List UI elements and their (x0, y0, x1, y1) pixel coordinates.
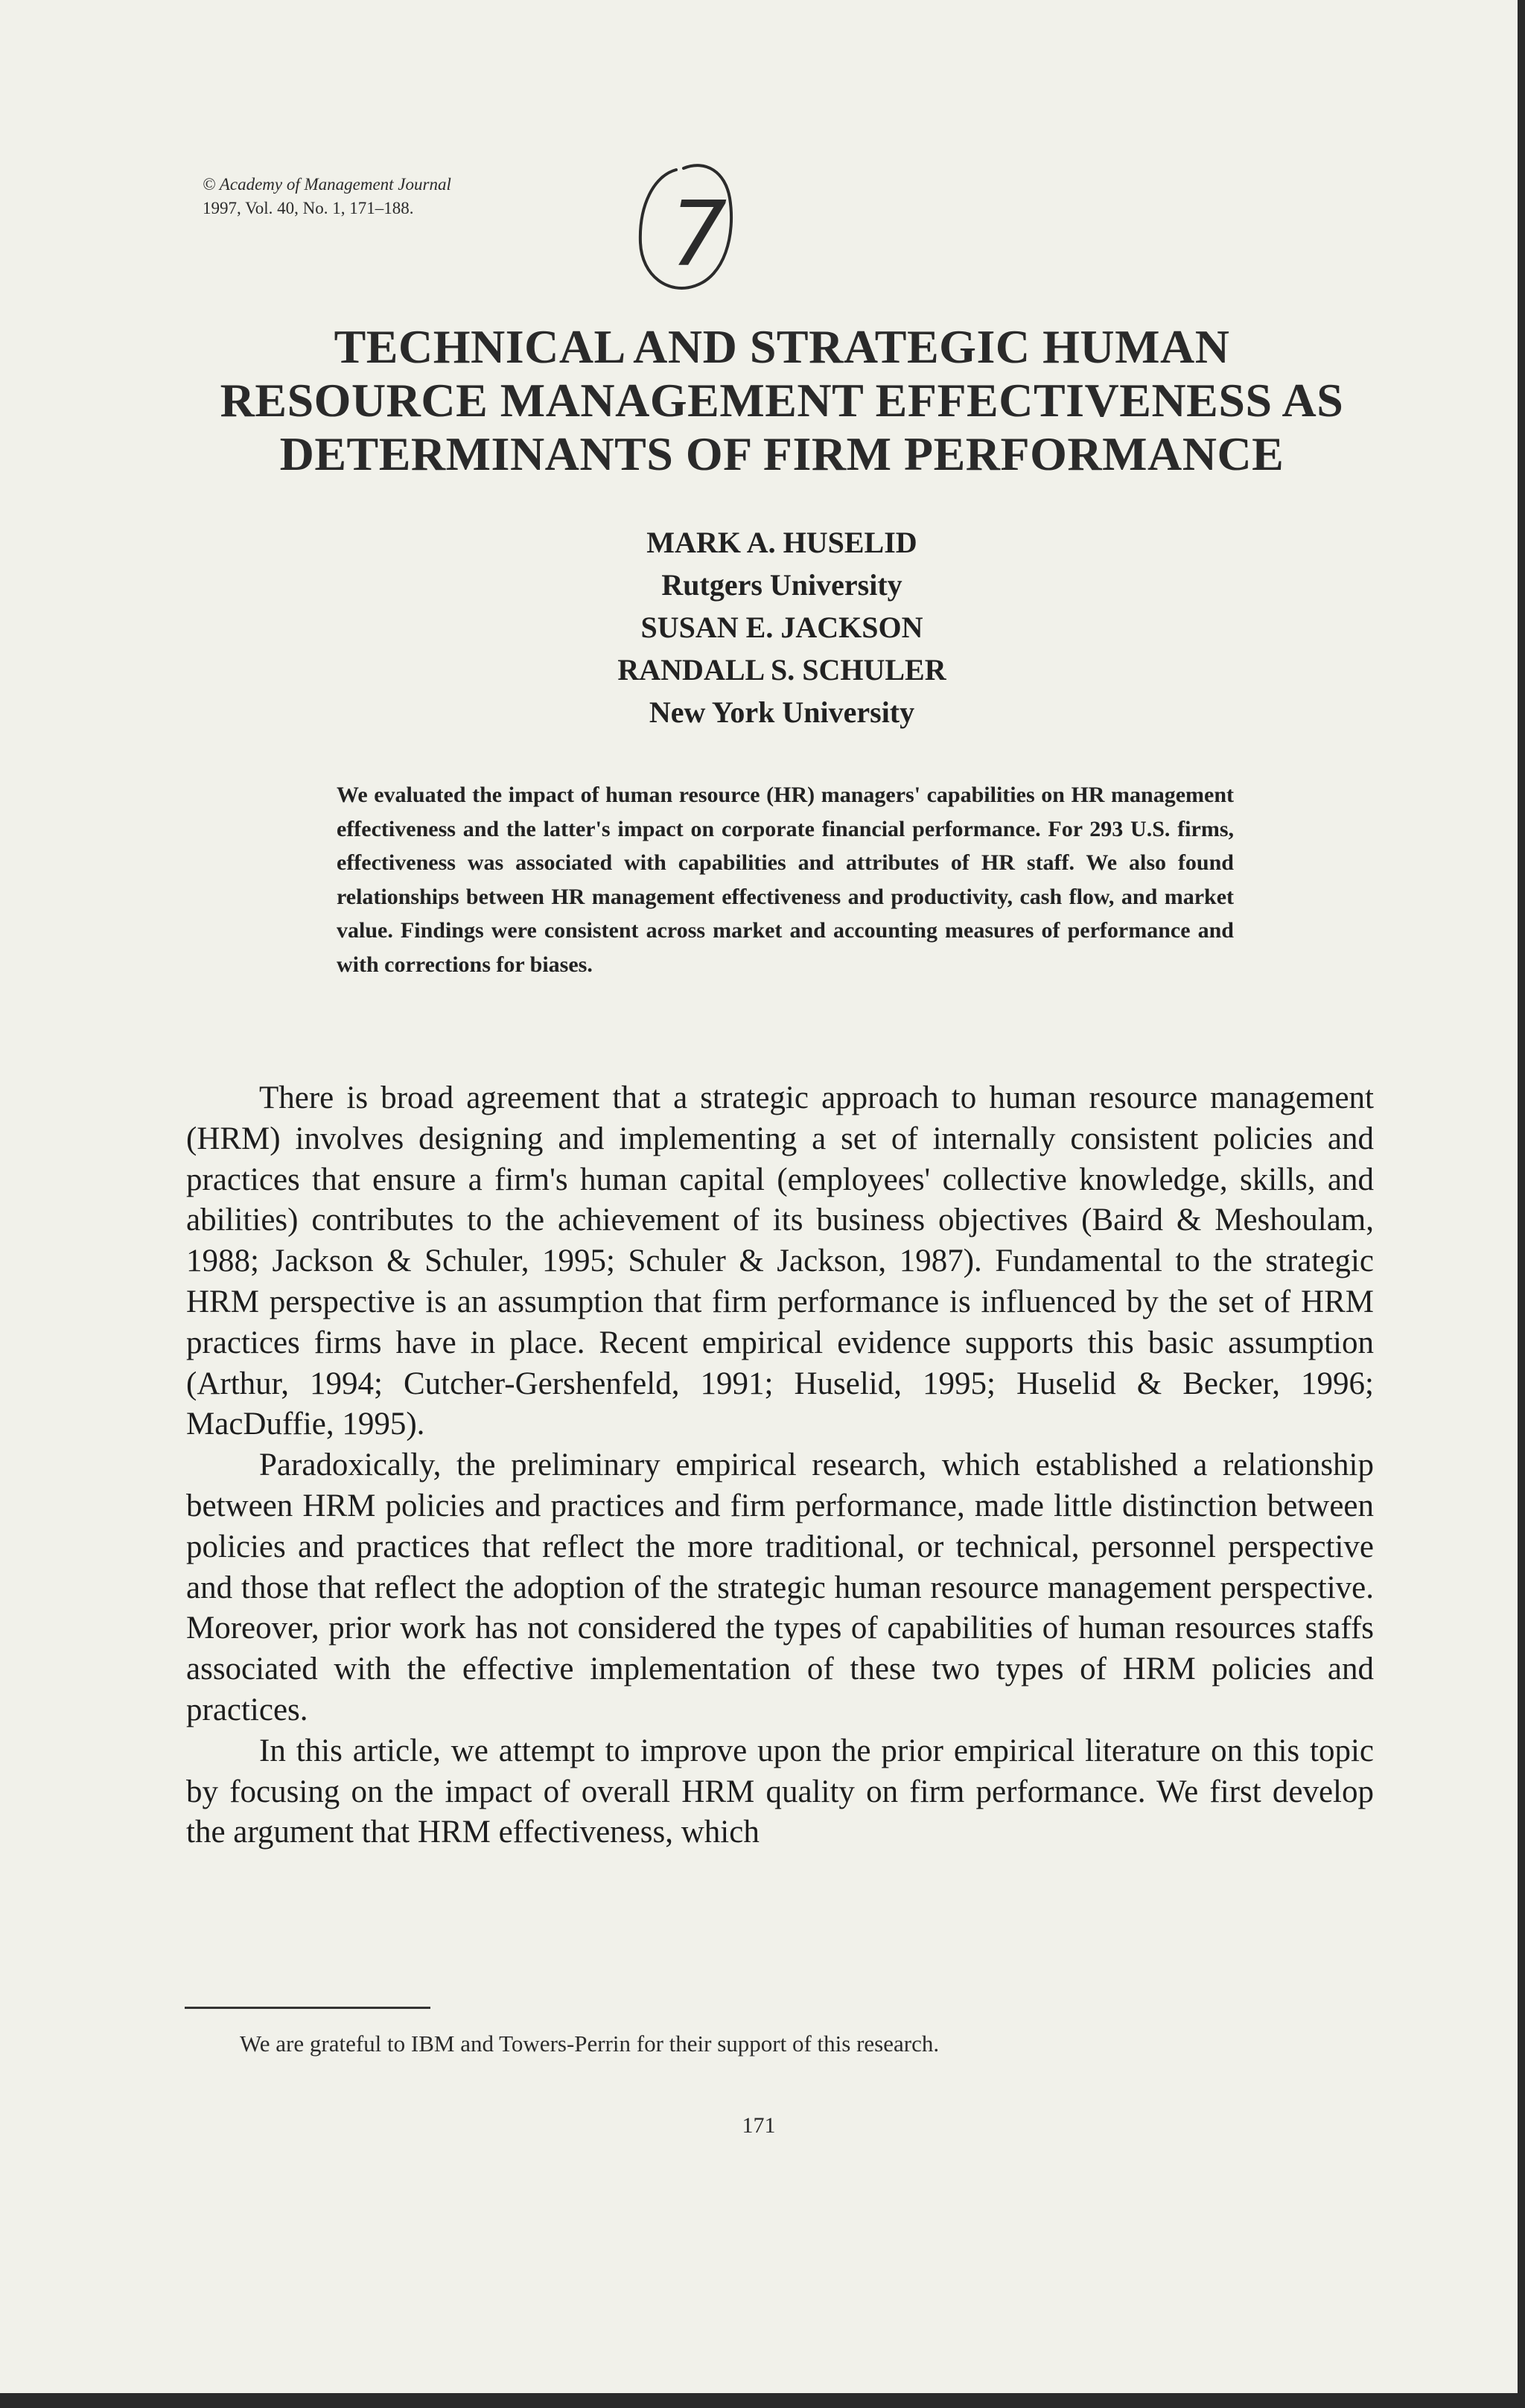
body-paragraph: Paradoxically, the preliminary empirical research, which established a relationship between HRM policies and practices and firm performance, made little distinction between policies and practices that reflect the more traditional, or technical, personnel perspective and those that reflect the adoption of the strategic human resource management perspective. Moreover, prior work has not considered the types of capabilities of human resources staffs associated with the effective implementation of these two types of HRM policies and practices. (186, 1447, 1374, 1727)
paper-title (149, 320, 1415, 481)
journal-volume-pages: 1997, Vol. 40, No. 1, 171–188. (203, 199, 414, 217)
author-block (447, 521, 1117, 733)
handwritten-circled-number (624, 153, 751, 302)
journal-name: © Academy of Management Journal (203, 175, 451, 194)
page-number: 171 (742, 2113, 776, 2138)
title-line-3: DETERMINANTS OF FIRM PERFORMANCE (279, 427, 1284, 480)
author-name: MARK A. HUSELID (646, 526, 917, 559)
journal-citation (203, 173, 451, 220)
handwritten-number: 7 (670, 183, 728, 287)
title-line-1: TECHNICAL AND STRATEGIC HUMAN (334, 320, 1230, 373)
author-affiliation: Rutgers University (661, 568, 902, 602)
author-name: RANDALL S. SCHULER (617, 653, 946, 687)
author-affiliation: New York University (649, 695, 915, 729)
footnote-divider (185, 2007, 430, 2009)
abstract: We evaluated the impact of human resource (HR) managers' capabilities on HR management effectiveness and the latter's impact on corporate financial performance. For 293 U.S. firms, effectiveness was associated with capabilities and attributes of HR staff. We also found relationships between HR management effectiveness and productivity, cash flow, and market value. Findings were consistent across market and accounting measures of performance and with corrections for biases. (337, 783, 1234, 977)
body-text (186, 1078, 1374, 1853)
body-paragraph: There is broad agreement that a strategic approach to human resource management (HRM) involves designing and implementing a set of internally consistent policies and practices that ensure a firm's human capital (employees' collective knowledge, skills, and abilities) contributes to the achievement of its business objectives (Baird & Meshoulam, 1988; Jackson & Schuler, 1995; Schuler & Jackson, 1987). Fundamental to the strategic HRM perspective is an assumption that firm performance is influenced by the set of HRM practices firms have in place. Recent empirical evidence supports this basic assumption (Arthur, 1994; Cutcher-Gershenfeld, 1991; Huselid, 1995; Huselid & Becker, 1996; MacDuffie, 1995). (186, 1080, 1374, 1442)
footnote: We are grateful to IBM and Towers-Perrin for their support of this research. (240, 2030, 940, 2057)
title-line-2: RESOURCE MANAGEMENT EFFECTIVENESS AS (220, 374, 1344, 427)
author-name: SUSAN E. JACKSON (640, 611, 923, 644)
body-paragraph: In this article, we attempt to improve upon the prior empirical literature on this topic by focusing on the impact of overall HRM quality on firm performance. We first develop the argument that HRM effectiveness, which (186, 1733, 1374, 1850)
